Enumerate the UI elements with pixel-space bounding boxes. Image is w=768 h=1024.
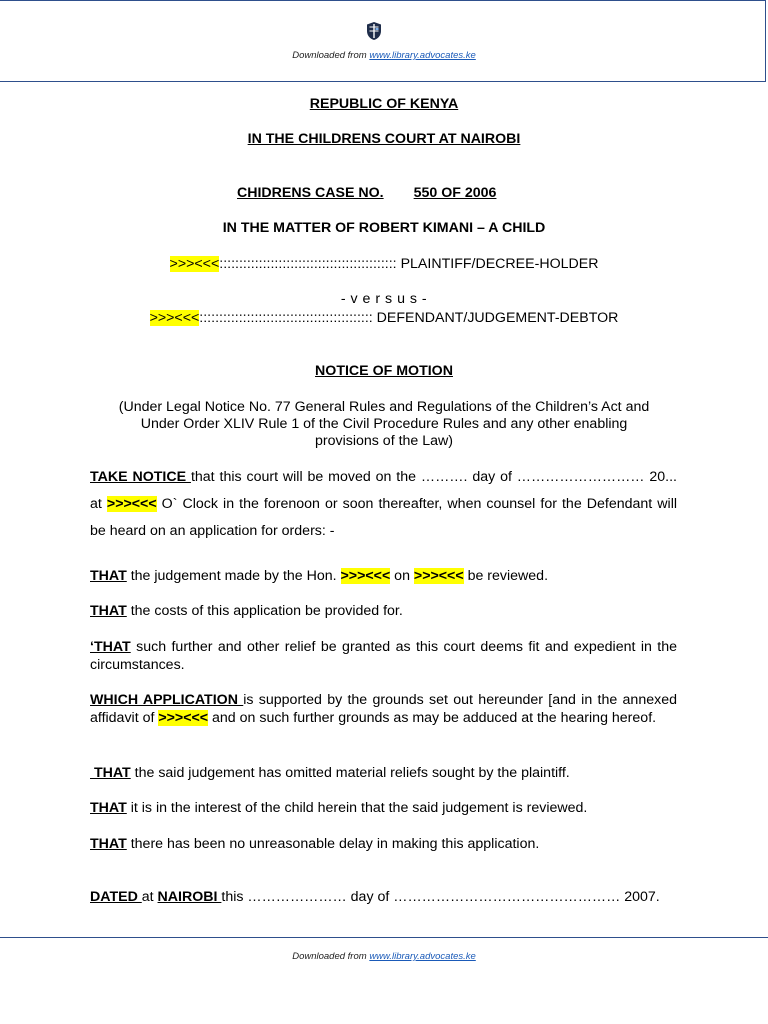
order-1-on: on	[390, 568, 414, 584]
which-application-text-2: and on such further grounds as may be adduced at the hearing hereof.	[208, 710, 657, 726]
order-1-label: THAT	[90, 568, 127, 584]
ground-2-text: it is in the interest of the child herein that the said judgement is reviewed.	[126, 800, 588, 816]
defendant-role: DEFENDANT/JUDGEMENT-DEBTOR	[372, 310, 619, 326]
order-1-placeholder-2: >>><<<	[413, 568, 464, 584]
dated-at: at	[141, 889, 158, 905]
notice-title: NOTICE OF MOTION	[315, 363, 453, 379]
ground-2-label: THAT	[90, 800, 127, 816]
shield-logo-icon	[366, 21, 382, 41]
which-application-paragraph	[90, 691, 677, 727]
order-3	[90, 638, 677, 674]
footer-download-prefix: Downloaded from	[292, 951, 370, 962]
order-3-label: ‘THAT	[90, 639, 131, 655]
order-1	[90, 567, 548, 585]
order-1-placeholder-1: >>><<<	[340, 568, 391, 584]
order-2	[90, 602, 403, 620]
ground-1	[90, 764, 570, 782]
case-number: 550 OF 2006	[413, 185, 497, 201]
header-download-prefix: Downloaded from	[292, 50, 370, 61]
case-label: CHIDRENS CASE NO.	[237, 185, 384, 201]
legal-line-2: Under Order XLIV Rule 1 of the Civil Procedure Rules and any other enabling	[140, 416, 628, 432]
ground-2	[90, 799, 587, 817]
ground-1-text: the said judgement has omitted material reliefs sought by the plaintiff.	[130, 765, 570, 781]
dated-text: this ………………… day of ………………………………………… 2007.	[221, 889, 660, 905]
plaintiff-placeholder: >>><<<	[169, 256, 220, 272]
ground-3-label: THAT	[90, 836, 127, 852]
order-1-text-2: be reviewed.	[463, 568, 549, 584]
which-application-placeholder: >>><<<	[158, 710, 209, 726]
header-download-link[interactable]: www.library.advocates.ke	[369, 50, 476, 61]
footer-download-line	[0, 951, 768, 962]
defendant-line	[0, 309, 768, 327]
versus-line: - v e r s u s -	[340, 291, 428, 307]
order-1-text-1: the judgement made by the Hon.	[126, 568, 341, 584]
court-heading: IN THE CHILDRENS COURT AT NAIROBI	[247, 131, 521, 147]
dated-paragraph	[90, 888, 670, 906]
plaintiff-role: PLAINTIFF/DECREE-HOLDER	[396, 256, 599, 272]
footer-download-link[interactable]: www.library.advocates.ke	[369, 951, 476, 962]
order-3-text: such further and other relief be granted as this court deems fit and expedient in the circumstances.	[90, 639, 677, 673]
legal-line-3: provisions of the Law)	[314, 433, 453, 449]
case-heading	[237, 184, 496, 202]
page-header	[0, 0, 766, 82]
order-2-text: the costs of this application be provided for.	[126, 603, 403, 619]
take-notice-placeholder: >>><<<	[106, 496, 157, 512]
matter-heading: IN THE MATTER OF ROBERT KIMANI – A CHILD	[222, 220, 546, 236]
take-notice-label: TAKE NOTICE	[90, 469, 191, 485]
take-notice-paragraph	[90, 464, 677, 545]
order-2-label: THAT	[90, 603, 127, 619]
legal-line-1: (Under Legal Notice No. 77 General Rules and Regulations of the Children’s Act and	[118, 399, 650, 415]
take-notice-text-2: O` Clock in the forenoon or soon thereafter, when counsel for the Defendant will be heard on an application for orders: -	[90, 496, 678, 539]
defendant-placeholder: >>><<<	[149, 310, 200, 326]
ground-3-text: there has been no unreasonable delay in making this application.	[126, 836, 540, 852]
take-notice-text-1: that this court will be moved on the ………. day of ……………………… 20... at	[90, 469, 677, 512]
republic-heading: REPUBLIC OF KENYA	[309, 96, 459, 112]
header-download-line	[0, 50, 768, 61]
ground-1-label: THAT	[90, 765, 131, 781]
footer-divider	[0, 937, 768, 938]
dated-place: NAIROBI	[157, 889, 222, 905]
which-application-label: WHICH APPLICATION	[90, 692, 244, 708]
defendant-dots: ::::::::::::::::::::::::::::::::::::::::::::	[199, 310, 373, 326]
plaintiff-dots: :::::::::::::::::::::::::::::::::::::::::::::	[219, 256, 397, 272]
which-application-text-1: is supported by the grounds set out hereunder [and in the annexed affidavit of	[90, 692, 677, 726]
ground-3	[90, 835, 539, 853]
dated-label: DATED	[90, 889, 142, 905]
plaintiff-line	[0, 255, 768, 273]
